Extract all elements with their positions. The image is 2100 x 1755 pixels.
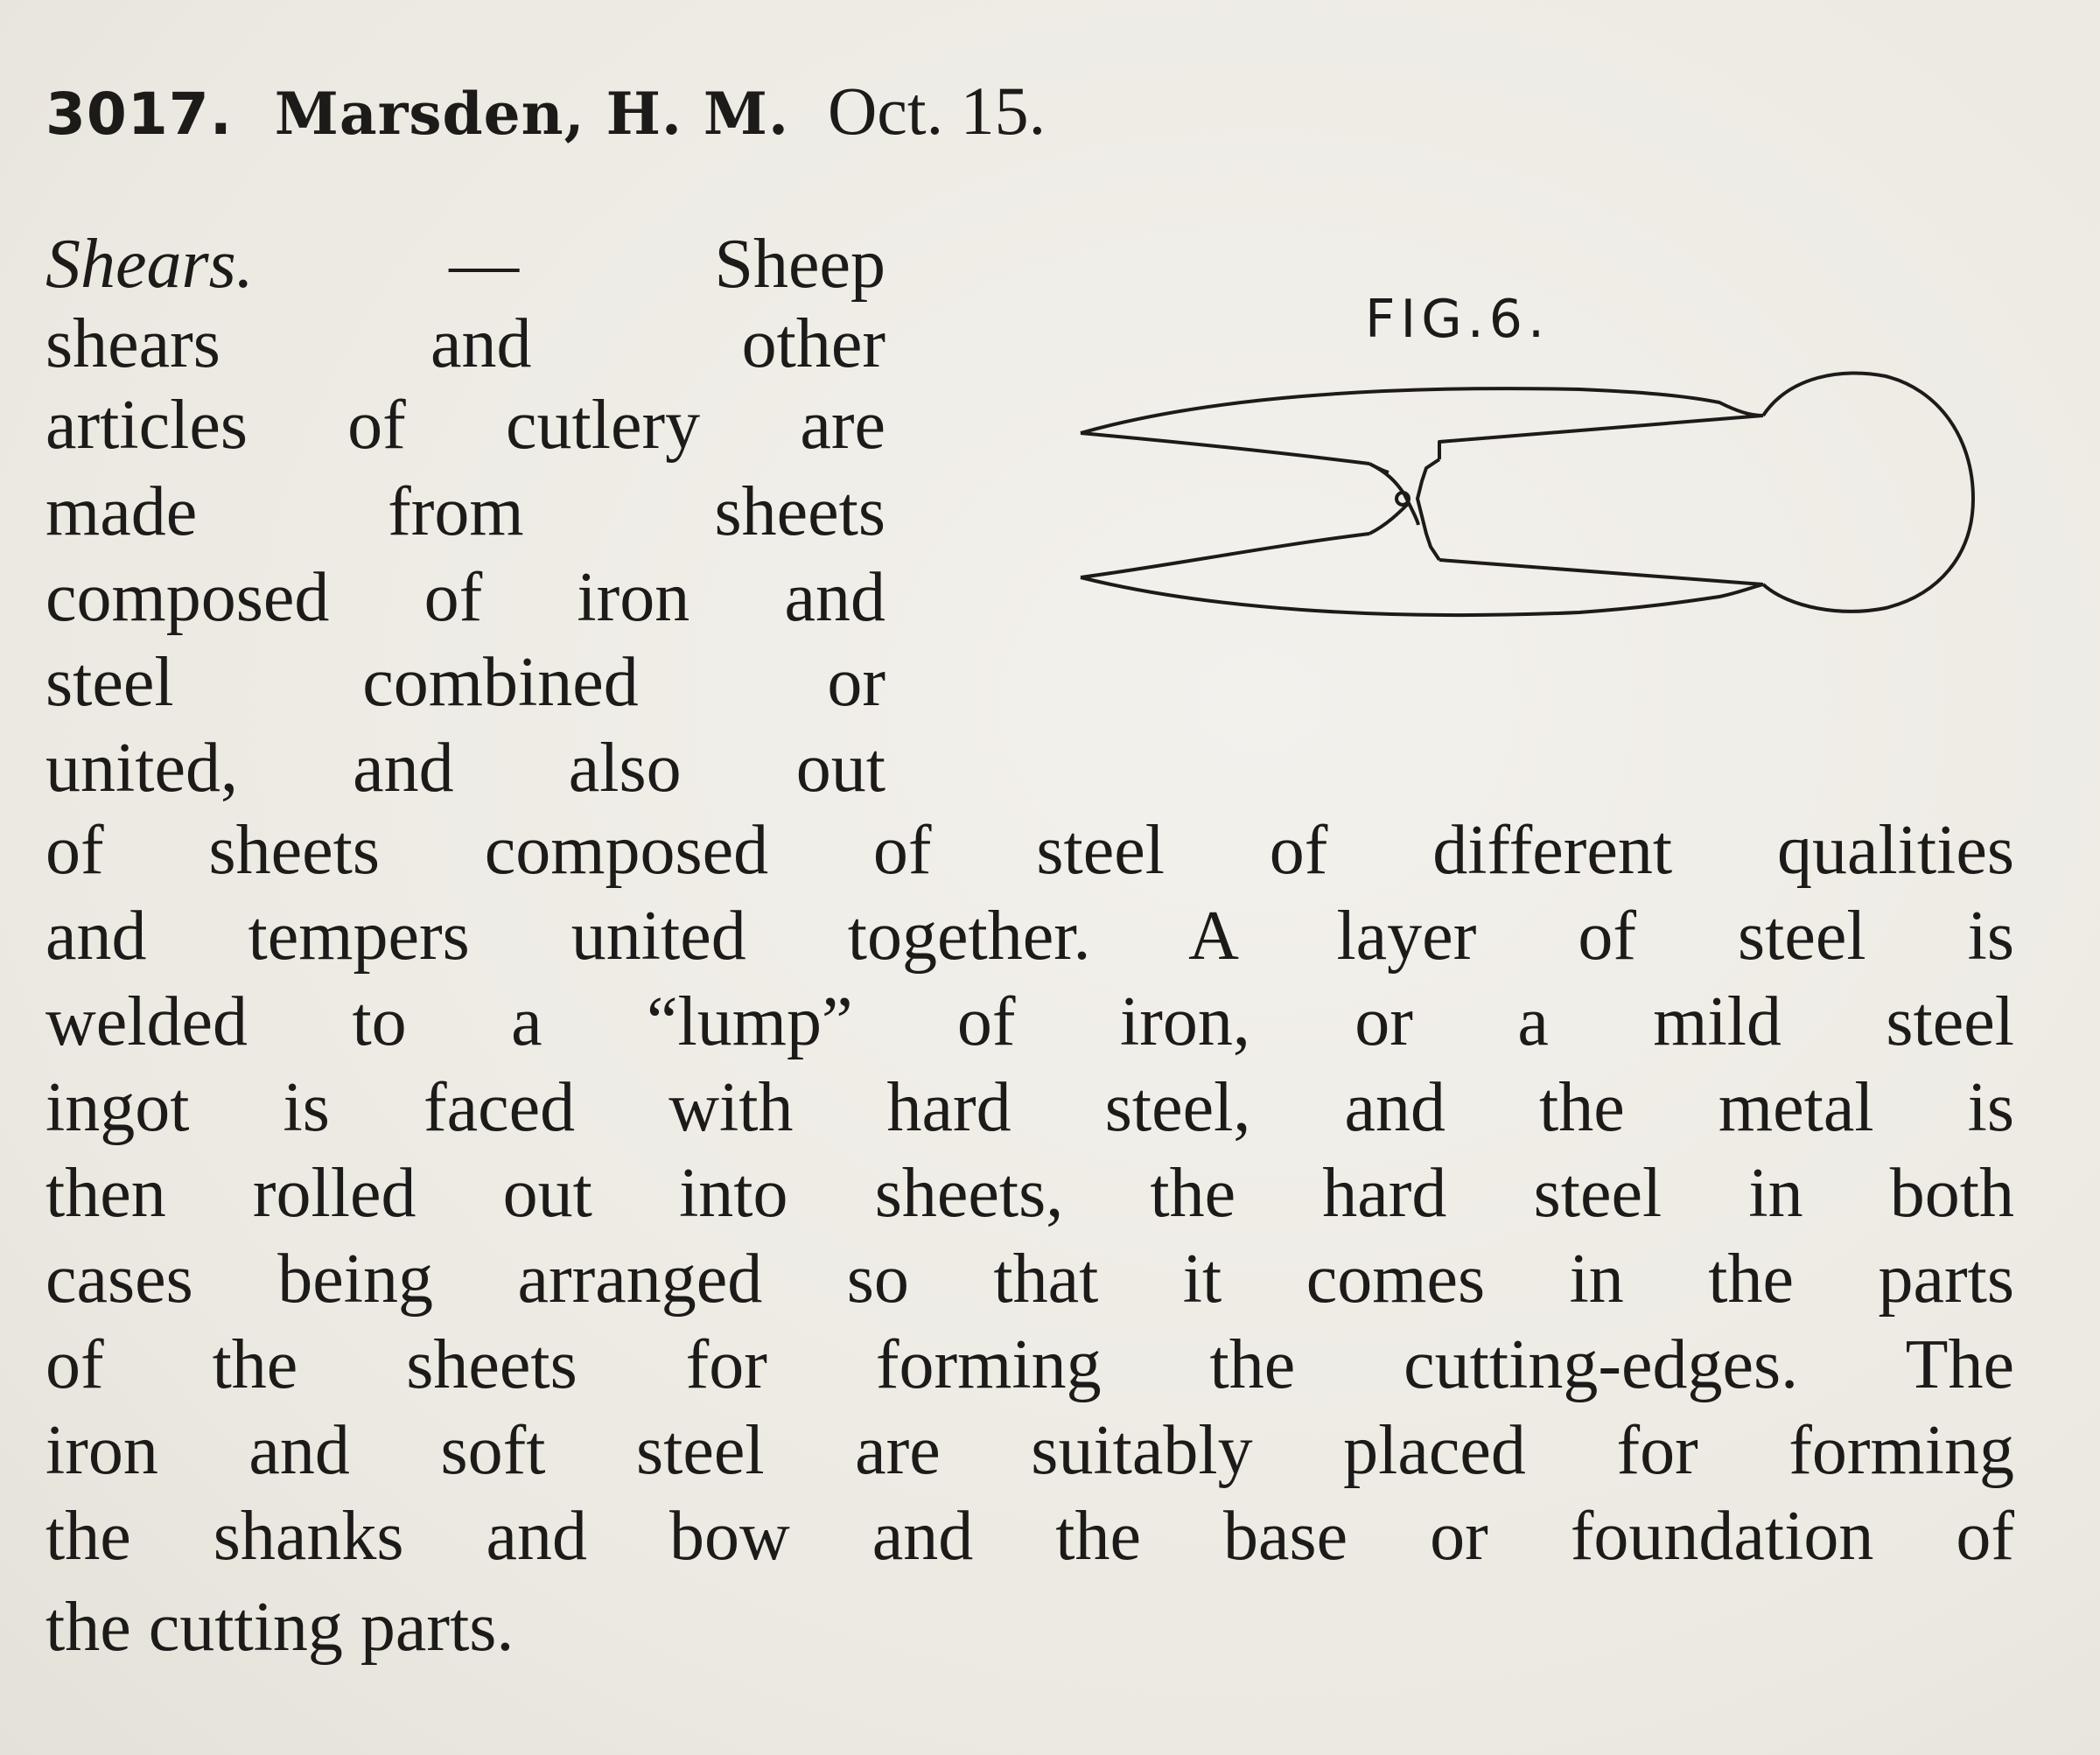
text-line-15: iron and soft steel are suitably placed for forming (46, 1412, 2014, 1489)
text-line-2: shears and other (46, 305, 886, 382)
sheep-shears-illustration (1072, 359, 1991, 621)
text-line-1 (46, 226, 886, 303)
entry-date: Oct. 15. (827, 73, 1046, 149)
lead-title: Shears. (46, 226, 254, 303)
text-line-6: steel combined or (46, 644, 886, 721)
shears-figure (1072, 289, 1991, 639)
text-line-4: made from sheets (46, 473, 886, 550)
entry-name: Marsden, H. M. (274, 80, 789, 148)
text-line-13: cases being arranged so that it comes in the parts (46, 1241, 2014, 1318)
text-line-10: welded to a “lump” of iron, or a mild steel (46, 983, 2014, 1060)
text-line-7: united, and also out (46, 730, 886, 807)
text-line-9: and tempers united together. A layer of steel is (46, 898, 2014, 975)
entry-heading (46, 73, 1046, 149)
text-line-12: then rolled out into sheets, the hard steel in both (46, 1155, 2014, 1232)
text-line-5: composed of iron and (46, 559, 886, 636)
text-line-11: ingot is faced with hard steel, and the metal is (46, 1069, 2014, 1146)
text-line-14: of the sheets for forming the cutting-edges. The (46, 1326, 2014, 1403)
text-line-8: of sheets composed of steel of different qualities (46, 812, 2014, 889)
entry-number: 3017. (46, 80, 233, 148)
text-line-3: articles of cutlery are (46, 387, 886, 464)
lead-rest: — Sheep (449, 226, 886, 303)
text-line-17: the cutting parts. (46, 1589, 514, 1666)
figure-label: FIG.6. (1365, 289, 1550, 350)
text-line-16: the shanks and bow and the base or foundation of (46, 1498, 2014, 1575)
